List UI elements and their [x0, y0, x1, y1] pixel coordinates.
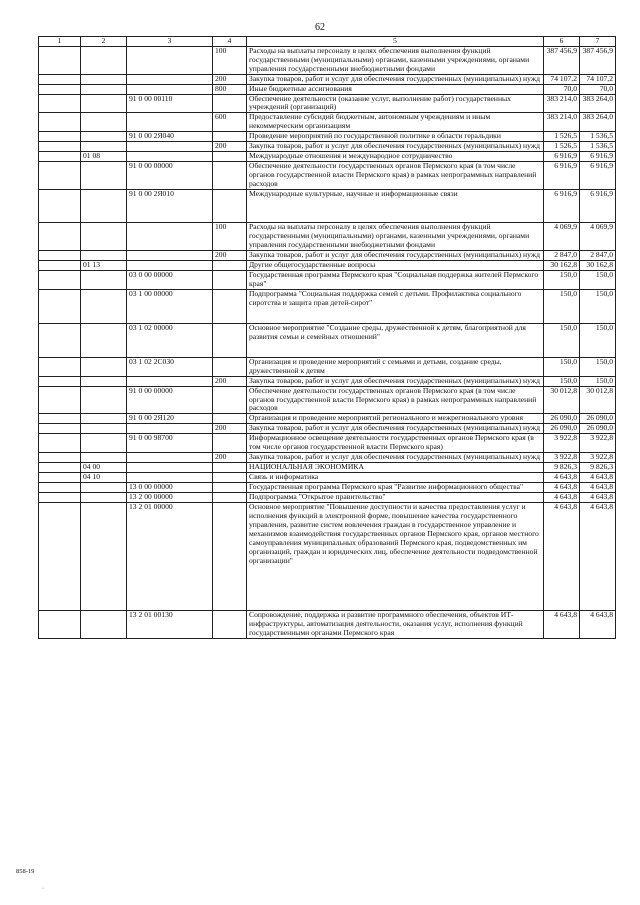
cell-amount-year1: 70,0	[544, 84, 580, 94]
table-row	[39, 270, 616, 289]
cell-section-code	[81, 414, 127, 424]
cell-col1	[39, 424, 81, 434]
cell-section-code	[81, 453, 127, 463]
table-row	[39, 376, 616, 386]
cell-description: Связь и информатика	[247, 473, 544, 483]
cell-description: Организация и проведение мероприятий регионального и межрегионального уровня	[247, 414, 544, 424]
cell-amount-year1: 3 922,8	[544, 434, 580, 453]
cell-amount-year1: 150,0	[544, 270, 580, 289]
table-row	[39, 142, 616, 152]
cell-amount-year1: 26 090,0	[544, 414, 580, 424]
cell-col1	[39, 270, 81, 289]
cell-col1	[39, 113, 81, 132]
table-row	[39, 357, 616, 376]
cell-amount-year2: 4 643,8	[580, 493, 616, 503]
cell-section-code	[81, 46, 127, 74]
cell-expense-type: 200	[213, 142, 247, 152]
table-row	[39, 289, 616, 323]
cell-expense-type	[213, 270, 247, 289]
cell-expense-type: 600	[213, 113, 247, 132]
cell-section-code	[81, 190, 127, 223]
cell-description: НАЦИОНАЛЬНАЯ ЭКОНОМИКА	[247, 463, 544, 473]
cell-target-article: 03 1 02 2С030	[127, 357, 213, 376]
cell-section-code	[81, 611, 127, 639]
table-row	[39, 74, 616, 84]
cell-col1	[39, 289, 81, 323]
cell-target-article: 13 0 00 00000	[127, 483, 213, 493]
cell-col1	[39, 132, 81, 142]
cell-description: Закупка товаров, работ и услуг для обеспечения государственных (муниципальных) нужд	[247, 142, 544, 152]
cell-col1	[39, 503, 81, 611]
cell-amount-year2: 1 536,5	[580, 142, 616, 152]
cell-col1	[39, 463, 81, 473]
page-number: 62	[315, 22, 325, 33]
cell-col1	[39, 84, 81, 94]
cell-section-code	[81, 162, 127, 190]
table-header-row	[39, 37, 616, 47]
cell-amount-year2: 1 536,5	[580, 132, 616, 142]
cell-description: Международные культурные, научные и информационные связи	[247, 190, 544, 223]
cell-section-code	[81, 84, 127, 94]
cell-description: Закупка товаров, работ и услуг для обеспечения государственных (муниципальных) нужд	[247, 74, 544, 84]
cell-amount-year2: 26 090,0	[580, 414, 616, 424]
cell-expense-type	[213, 260, 247, 270]
cell-amount-year1: 4 643,8	[544, 493, 580, 503]
cell-amount-year1: 3 922,8	[544, 453, 580, 463]
cell-col1	[39, 94, 81, 113]
cell-description: Закупка товаров, работ и услуг для обеспечения государственных (муниципальных) нужд	[247, 376, 544, 386]
cell-expense-type: 200	[213, 453, 247, 463]
cell-description: Закупка товаров, работ и услуг для обеспечения государственных (муниципальных) нужд	[247, 250, 544, 260]
cell-expense-type	[213, 357, 247, 376]
cell-target-article: 91 0 00 98700	[127, 434, 213, 453]
table-row	[39, 132, 616, 142]
cell-amount-year2: 3 922,8	[580, 434, 616, 453]
cell-expense-type: 800	[213, 84, 247, 94]
cell-col1	[39, 473, 81, 483]
cell-col1	[39, 223, 81, 251]
column-header-7: 7	[580, 37, 616, 47]
cell-description: Подпрограмма "Социальная поддержка семей с детьми. Профилактика социального сиротства и защита прав детей-сирот"	[247, 289, 544, 323]
cell-description: Иные бюджетные ассигнования	[247, 84, 544, 94]
cell-amount-year1: 4 643,8	[544, 473, 580, 483]
cell-section-code: 04 00	[81, 463, 127, 473]
cell-amount-year2: 150,0	[580, 376, 616, 386]
cell-amount-year1: 4 069,9	[544, 223, 580, 251]
cell-amount-year2: 4 069,9	[580, 223, 616, 251]
cell-expense-type: 100	[213, 46, 247, 74]
cell-amount-year1: 2 847,0	[544, 250, 580, 260]
cell-amount-year1: 6 916,9	[544, 152, 580, 162]
cell-amount-year2: 150,0	[580, 323, 616, 357]
cell-target-article	[127, 250, 213, 260]
cell-col1	[39, 493, 81, 503]
cell-col1	[39, 162, 81, 190]
cell-amount-year2: 3 922,8	[580, 453, 616, 463]
cell-target-article: 03 1 00 00000	[127, 289, 213, 323]
cell-col1	[39, 74, 81, 84]
cell-target-article: 91 0 00 00110	[127, 94, 213, 113]
cell-amount-year1: 387 456,9	[544, 46, 580, 74]
cell-section-code	[81, 223, 127, 251]
cell-amount-year2: 6 916,9	[580, 162, 616, 190]
cell-col1	[39, 152, 81, 162]
cell-col1	[39, 414, 81, 424]
cell-target-article: 13 2 00 00000	[127, 493, 213, 503]
cell-amount-year2: 74 107,2	[580, 74, 616, 84]
cell-amount-year2: 9 826,3	[580, 463, 616, 473]
cell-section-code	[81, 493, 127, 503]
column-header-6: 6	[544, 37, 580, 47]
cell-description: Организация и проведение мероприятий с семьями и детьми, создание среды, дружественной к детям	[247, 357, 544, 376]
table-row	[39, 250, 616, 260]
cell-target-article	[127, 152, 213, 162]
cell-target-article	[127, 463, 213, 473]
cell-target-article	[127, 260, 213, 270]
table-row	[39, 84, 616, 94]
table-row	[39, 424, 616, 434]
cell-description: Основное мероприятие "Повышение доступности и качества предоставления услуг и исполнения функций в электронной форме, повышение качества государственного управления, развитие систем вовлечения граждан в государственное управление и механизмов взаимодействия государственных органов Пермского края, органов местного самоуправления муниципальных образований Пермского края, подведомственных им организаций, граждан и юридических лиц, обеспечение деятельности подведомственной организации"	[247, 503, 544, 611]
cell-target-article: 13 2 01 00000	[127, 503, 213, 611]
cell-description: Государственная программа Пермского края "Развитие информационного общества"	[247, 483, 544, 493]
cell-section-code	[81, 74, 127, 84]
cell-amount-year1: 150,0	[544, 289, 580, 323]
cell-expense-type	[213, 132, 247, 142]
cell-expense-type: 200	[213, 74, 247, 84]
cell-target-article	[127, 74, 213, 84]
table-row	[39, 190, 616, 223]
cell-col1	[39, 323, 81, 357]
cell-amount-year1: 383 214,0	[544, 94, 580, 113]
cell-expense-type	[213, 289, 247, 323]
cell-section-code	[81, 323, 127, 357]
cell-description: Сопровождение, поддержка и развитие программного обеспечения, объектов ИТ-инфраструктуры, автоматизация деятельности, оказания услуг, исполнения функций государственными органами Пермского края	[247, 611, 544, 639]
cell-target-article: 91 0 00 00000	[127, 386, 213, 414]
table-row	[39, 260, 616, 270]
cell-col1	[39, 46, 81, 74]
cell-description: Закупка товаров, работ и услуг для обеспечения государственных (муниципальных) нужд	[247, 453, 544, 463]
cell-section-code	[81, 113, 127, 132]
cell-expense-type: 200	[213, 424, 247, 434]
cell-expense-type	[213, 483, 247, 493]
cell-expense-type	[213, 323, 247, 357]
cell-col1	[39, 611, 81, 639]
cell-col1	[39, 190, 81, 223]
cell-amount-year2: 4 643,8	[580, 483, 616, 493]
footer-mark: ·	[42, 886, 44, 892]
table-row	[39, 223, 616, 251]
cell-amount-year1: 30 012,8	[544, 386, 580, 414]
cell-section-code: 04 10	[81, 473, 127, 483]
cell-target-article	[127, 424, 213, 434]
cell-col1	[39, 357, 81, 376]
cell-expense-type	[213, 473, 247, 483]
cell-col1	[39, 376, 81, 386]
cell-col1	[39, 250, 81, 260]
cell-amount-year1: 74 107,2	[544, 74, 580, 84]
cell-amount-year2: 150,0	[580, 357, 616, 376]
cell-amount-year1: 6 916,9	[544, 162, 580, 190]
cell-expense-type	[213, 493, 247, 503]
cell-expense-type	[213, 414, 247, 424]
cell-expense-type: 200	[213, 376, 247, 386]
cell-section-code	[81, 503, 127, 611]
cell-amount-year2: 383 264,0	[580, 94, 616, 113]
cell-section-code	[81, 386, 127, 414]
cell-target-article: 13 2 01 00130	[127, 611, 213, 639]
cell-section-code	[81, 94, 127, 113]
cell-amount-year2: 150,0	[580, 270, 616, 289]
cell-amount-year1: 150,0	[544, 376, 580, 386]
cell-section-code	[81, 250, 127, 260]
cell-amount-year2: 6 916,9	[580, 152, 616, 162]
cell-amount-year1: 383 214,0	[544, 113, 580, 132]
table-row	[39, 493, 616, 503]
cell-amount-year1: 9 826,3	[544, 463, 580, 473]
cell-expense-type: 100	[213, 223, 247, 251]
cell-expense-type	[213, 162, 247, 190]
cell-target-article	[127, 113, 213, 132]
cell-target-article	[127, 84, 213, 94]
cell-section-code	[81, 357, 127, 376]
table-row	[39, 323, 616, 357]
cell-expense-type	[213, 463, 247, 473]
cell-target-article: 91 0 00 2Я120	[127, 414, 213, 424]
cell-amount-year1: 4 643,8	[544, 503, 580, 611]
cell-amount-year1: 4 643,8	[544, 483, 580, 493]
cell-target-article	[127, 376, 213, 386]
cell-amount-year2: 150,0	[580, 289, 616, 323]
cell-description: Обеспечение деятельности (оказание услуг, выполнение работ) государственных учреждений (организаций)	[247, 94, 544, 113]
cell-amount-year2: 6 916,9	[580, 190, 616, 223]
cell-amount-year2: 387 456,9	[580, 46, 616, 74]
table-row	[39, 463, 616, 473]
cell-col1	[39, 453, 81, 463]
cell-description: Обеспечение деятельности государственных органов Пермского края (в том числе органов государственной власти Пермского края) в рамках непрограммных направлений расходов	[247, 162, 544, 190]
cell-amount-year2: 383 264,0	[580, 113, 616, 132]
cell-amount-year2: 4 643,8	[580, 503, 616, 611]
cell-section-code: 01 13	[81, 260, 127, 270]
cell-amount-year1: 6 916,9	[544, 190, 580, 223]
cell-section-code	[81, 376, 127, 386]
cell-expense-type: 200	[213, 250, 247, 260]
cell-amount-year1: 26 090,0	[544, 424, 580, 434]
cell-col1	[39, 483, 81, 493]
cell-expense-type	[213, 386, 247, 414]
cell-col1	[39, 142, 81, 152]
cell-section-code	[81, 270, 127, 289]
cell-amount-year1: 30 162,8	[544, 260, 580, 270]
column-header-1: 1	[39, 37, 81, 47]
cell-description: Закупка товаров, работ и услуг для обеспечения государственных (муниципальных) нужд	[247, 424, 544, 434]
cell-amount-year1: 4 643,8	[544, 611, 580, 639]
footer-document-code: 858-19	[16, 868, 35, 875]
cell-target-article	[127, 223, 213, 251]
cell-target-article: 03 0 00 00000	[127, 270, 213, 289]
cell-target-article: 91 0 00 2Я040	[127, 132, 213, 142]
cell-description: Расходы на выплаты персоналу в целях обеспечения выполнения функций государственными (муниципальными) органами, казенными учреждениями, органами управления государственными внебюджетными фондами	[247, 223, 544, 251]
table-row	[39, 94, 616, 113]
cell-target-article: 03 1 02 00000	[127, 323, 213, 357]
cell-target-article: 91 0 00 00000	[127, 162, 213, 190]
cell-description: Расходы на выплаты персоналу в целях обеспечения выполнения функций государственными (муниципальными) органами, казенными учреждениями, органами управления государственными внебюджетными фондами	[247, 46, 544, 74]
table-row	[39, 162, 616, 190]
cell-expense-type	[213, 152, 247, 162]
cell-amount-year1: 150,0	[544, 323, 580, 357]
table-row	[39, 414, 616, 424]
cell-section-code	[81, 132, 127, 142]
cell-section-code	[81, 289, 127, 323]
cell-target-article: 91 0 00 2Я010	[127, 190, 213, 223]
table-row	[39, 386, 616, 414]
table-row	[39, 453, 616, 463]
table-row	[39, 483, 616, 493]
cell-expense-type	[213, 434, 247, 453]
cell-amount-year1: 1 526,5	[544, 142, 580, 152]
table-row	[39, 152, 616, 162]
table-row	[39, 434, 616, 453]
cell-target-article	[127, 473, 213, 483]
cell-section-code	[81, 424, 127, 434]
cell-expense-type	[213, 94, 247, 113]
cell-target-article	[127, 453, 213, 463]
table-row	[39, 611, 616, 639]
cell-section-code	[81, 483, 127, 493]
cell-expense-type	[213, 611, 247, 639]
cell-amount-year2: 4 643,8	[580, 473, 616, 483]
column-header-4: 4	[213, 37, 247, 47]
cell-description: Информационное освещение деятельности государственных органов Пермского края (в том числе органов государственной власти Пермского края)	[247, 434, 544, 453]
cell-description: Государственная программа Пермского края "Социальная поддержка жителей Пермского края"	[247, 270, 544, 289]
column-header-5: 5	[247, 37, 544, 47]
cell-target-article	[127, 46, 213, 74]
cell-col1	[39, 386, 81, 414]
cell-description: Международные отношения и международное сотрудничество	[247, 152, 544, 162]
cell-description: Подпрограмма "Открытое правительство"	[247, 493, 544, 503]
column-header-3: 3	[127, 37, 213, 47]
cell-section-code	[81, 142, 127, 152]
cell-col1	[39, 434, 81, 453]
cell-expense-type	[213, 190, 247, 223]
cell-col1	[39, 260, 81, 270]
cell-description: Основное мероприятие "Создание среды, дружественной к детям, благоприятной для развития семьи и семейных отношений"	[247, 323, 544, 357]
table-body	[39, 46, 616, 638]
cell-amount-year2: 30 012,8	[580, 386, 616, 414]
cell-amount-year2: 4 643,8	[580, 611, 616, 639]
budget-table	[38, 36, 616, 639]
cell-target-article	[127, 142, 213, 152]
cell-description: Проведение мероприятий по государственной политике в области геральдики	[247, 132, 544, 142]
table-row	[39, 113, 616, 132]
cell-description: Предоставление субсидий бюджетным, автономным учреждениям и иным некоммерческим организациям	[247, 113, 544, 132]
cell-section-code: 01 08	[81, 152, 127, 162]
cell-amount-year2: 70,0	[580, 84, 616, 94]
cell-amount-year1: 150,0	[544, 357, 580, 376]
cell-amount-year2: 26 090,0	[580, 424, 616, 434]
cell-section-code	[81, 434, 127, 453]
column-header-2: 2	[81, 37, 127, 47]
table-row	[39, 46, 616, 74]
cell-amount-year2: 2 847,0	[580, 250, 616, 260]
cell-amount-year1: 1 526,5	[544, 132, 580, 142]
table-row	[39, 503, 616, 611]
cell-expense-type	[213, 503, 247, 611]
table-row	[39, 473, 616, 483]
cell-description: Обеспечение деятельности государственных органов Пермского края (в том числе органов государственной власти Пермского края) в рамках непрограммных направлений расходов	[247, 386, 544, 414]
cell-amount-year2: 30 162,8	[580, 260, 616, 270]
cell-description: Другие общегосударственные вопросы	[247, 260, 544, 270]
